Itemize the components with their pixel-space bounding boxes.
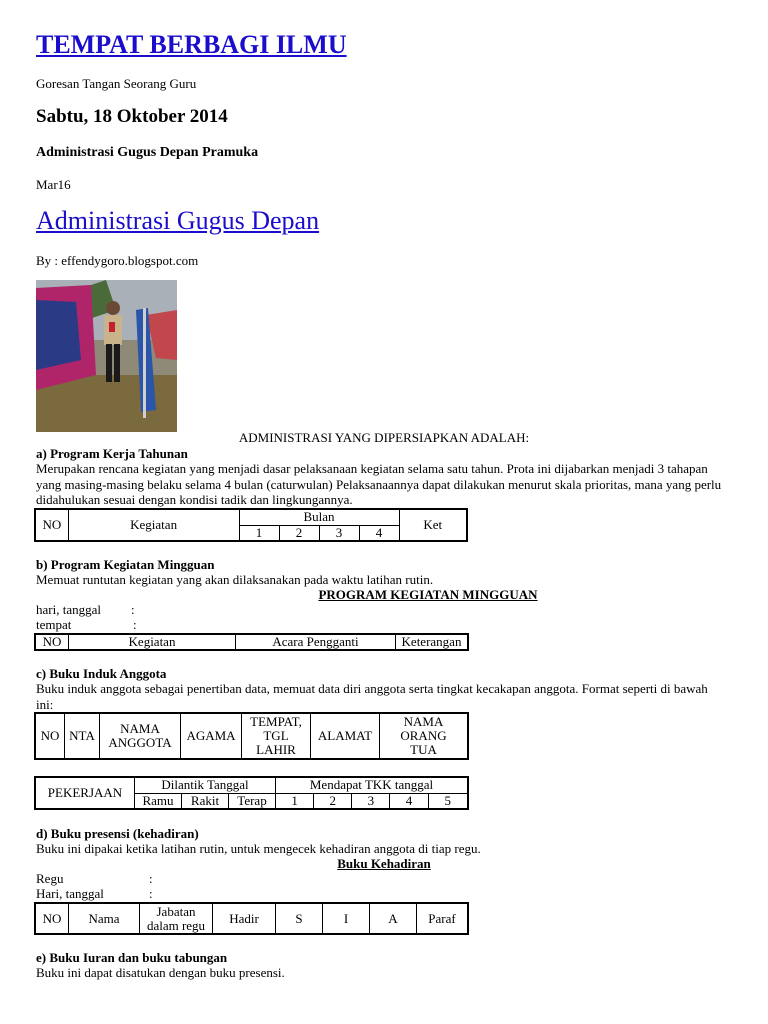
col-bulan-4: 4 xyxy=(359,525,399,541)
col-acara-pengganti: Acara Pengganti xyxy=(236,634,396,650)
col-tkk-3: 3 xyxy=(352,793,390,809)
col-nama-orang-tua: NAMA ORANG TUA xyxy=(380,713,469,759)
col-keterangan: Keterangan xyxy=(396,634,469,650)
col-no: NO xyxy=(35,509,68,541)
field-regu-label: Regu xyxy=(36,871,64,886)
col-a: A xyxy=(370,903,417,934)
col-i: I xyxy=(323,903,370,934)
col-tkk-2: 2 xyxy=(314,793,352,809)
program-mingguan-table xyxy=(34,633,469,651)
col-nta: NTA xyxy=(65,713,100,759)
section-c-heading: c) Buku Induk Anggota xyxy=(36,666,167,681)
post-date: Mar16 xyxy=(36,177,71,192)
field-tempat-colon: : xyxy=(133,617,137,632)
field-tempat xyxy=(36,617,137,633)
col-bulan-2: 2 xyxy=(279,525,319,541)
col-rakit: Rakit xyxy=(182,793,229,809)
field-hari-tanggal-colon: : xyxy=(131,602,135,617)
col-tkk-1: 1 xyxy=(276,793,314,809)
col-ramu: Ramu xyxy=(135,793,182,809)
blog-description: Goresan Tangan Seorang Guru xyxy=(36,76,197,91)
buku-kehadiran-table xyxy=(34,902,469,935)
field-hari-tanggal xyxy=(36,602,135,618)
col-agama: AGAMA xyxy=(181,713,242,759)
buku-induk-table xyxy=(34,712,469,760)
col-bulan-3: 3 xyxy=(319,525,359,541)
col-dilantik-tanggal: Dilantik Tanggal xyxy=(135,777,276,793)
col-tkk-tanggal: Mendapat TKK tanggal xyxy=(276,777,469,793)
post-title-link[interactable]: Administrasi Gugus Depan xyxy=(36,206,320,235)
col-bulan: Bulan xyxy=(239,509,399,525)
field-hari-tanggal-label: hari, tanggal xyxy=(36,602,101,617)
post-title-heading: Administrasi Gugus Depan Pramuka xyxy=(36,145,259,160)
col-tempat-tgl-lahir: TEMPAT, TGL LAHIR xyxy=(242,713,311,759)
field-hari-tanggal-d-label: Hari, tanggal xyxy=(36,886,104,901)
col-no: NO xyxy=(35,634,69,650)
col-terap: Terap xyxy=(229,793,276,809)
col-no: NO xyxy=(35,713,65,759)
section-d-subheading: Buku Kehadiran xyxy=(337,856,431,871)
col-nama: Nama xyxy=(69,903,140,934)
col-kegiatan: Kegiatan xyxy=(68,509,239,541)
section-b-heading: b) Program Kegiatan Mingguan xyxy=(36,557,215,572)
buku-induk-table-2 xyxy=(34,776,469,810)
col-tkk-5: 5 xyxy=(428,793,468,809)
col-pekerjaan: PEKERJAAN xyxy=(35,777,135,809)
program-kerja-table xyxy=(34,508,468,542)
section-b-text: Memuat runtutan kegiatan yang akan dilaksanakan pada waktu latihan rutin. xyxy=(36,572,434,587)
col-no: NO xyxy=(35,903,69,934)
admin-intro: ADMINISTRASI YANG DIPERSIAPKAN ADALAH: xyxy=(238,430,530,445)
section-c-text: Buku induk anggota sebagai penertiban data, memuat data diri anggota serta tingkat kecakapan anggota. Format seperti di bawah ini: xyxy=(36,681,708,712)
section-d-heading: d) Buku presensi (kehadiran) xyxy=(36,826,199,841)
col-ket: Ket xyxy=(399,509,467,541)
field-regu xyxy=(36,871,153,887)
field-tempat-label: tempat xyxy=(36,617,72,632)
col-alamat: ALAMAT xyxy=(311,713,380,759)
col-kegiatan: Kegiatan xyxy=(69,634,236,650)
section-a-text: Merupakan rencana kegiatan yang menjadi dasar pelaksanaan kegiatan selama satu tahun. Prota ini dijabarkan menjadi 3 tahapan yang masing-masing belaku selama 4 bulan (caturwulan) Pelaksanaannya dapat dilakukan menurut skala prioritas, mana yang perlu didahulukan sesuai dengan kondisi tadik dan lingkungannya. xyxy=(36,461,722,507)
post-byline: By : effendygoro.blogspot.com xyxy=(36,253,199,268)
field-hari-tanggal-d xyxy=(36,886,153,902)
blog-title-link[interactable]: TEMPAT BERBAGI ILMU xyxy=(36,30,347,59)
field-regu-colon: : xyxy=(149,871,153,886)
section-e-heading: e) Buku Iuran dan buku tabungan xyxy=(36,950,228,965)
col-jabatan: Jabatan dalam regu xyxy=(140,903,213,934)
col-s: S xyxy=(276,903,323,934)
field-hari-tanggal-d-colon: : xyxy=(149,886,153,901)
scout-photo xyxy=(36,280,177,432)
section-a-heading: a) Program Kerja Tahunan xyxy=(36,446,188,461)
col-hadir: Hadir xyxy=(213,903,276,934)
section-d-text: Buku ini dipakai ketika latihan rutin, untuk mengecek kehadiran anggota di tiap regu. xyxy=(36,841,481,856)
col-paraf: Paraf xyxy=(417,903,469,934)
col-tkk-4: 4 xyxy=(390,793,428,809)
col-nama-anggota: NAMA ANGGOTA xyxy=(100,713,181,759)
date-header: Sabtu, 18 Oktober 2014 xyxy=(36,106,228,127)
col-bulan-1: 1 xyxy=(239,525,279,541)
section-e-text: Buku ini dapat disatukan dengan buku presensi. xyxy=(36,965,285,980)
section-b-subheading: PROGRAM KEGIATAN MINGGUAN xyxy=(318,587,538,602)
